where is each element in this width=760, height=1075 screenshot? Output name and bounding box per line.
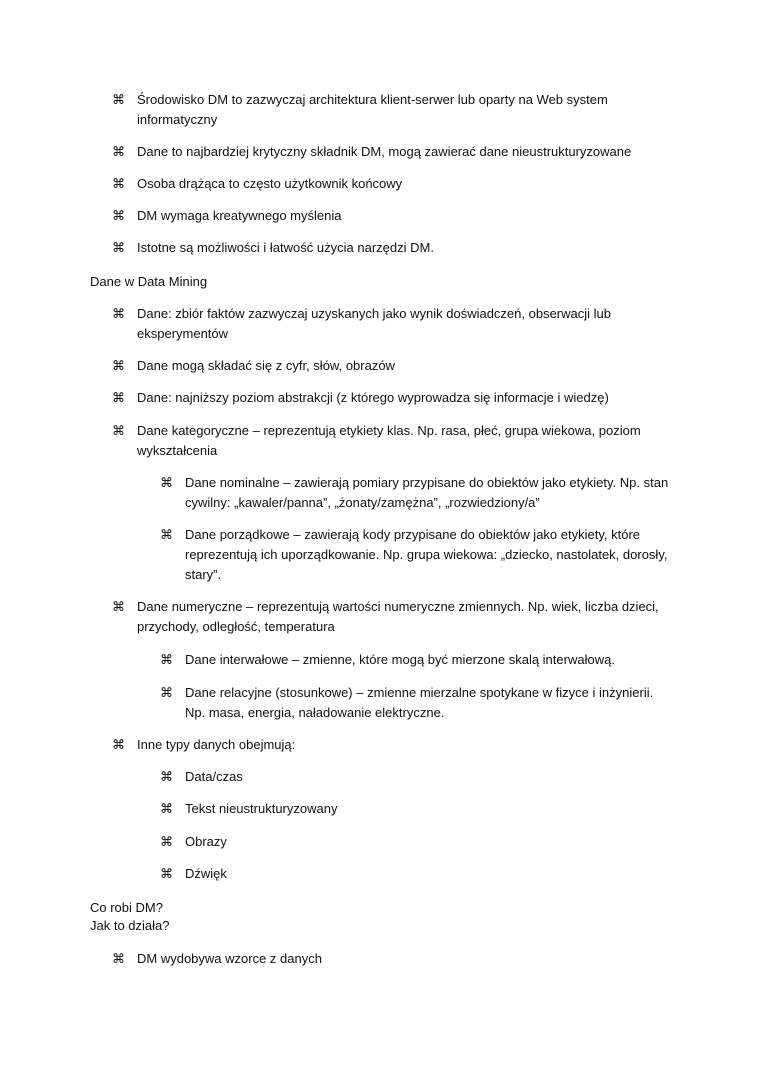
command-bullet-icon: ⌘ [112,144,125,159]
command-bullet-icon: ⌘ [112,358,125,373]
list-item [112,597,672,637]
list-item [112,174,672,194]
list-item [112,388,672,408]
command-bullet-icon: ⌘ [112,208,125,223]
command-bullet-icon: ⌘ [160,801,173,816]
list-item [112,238,672,258]
section-heading: Co robi DM? [90,900,163,915]
list-item [112,142,672,162]
list-item-text: Dane to najbardziej krytyczny składnik DM, mogą zawierać dane nieustrukturyzowane [137,144,632,159]
sub-list-item [160,473,672,513]
command-bullet-icon: ⌘ [112,240,125,255]
sub-list-item-text: Dane nominalne – zawierają pomiary przypisane do obiektów jako etykiety. Np. stan cywilny: „kawaler/panna”, „żonaty/zamężna”, „rozwiedziony/a” [185,475,669,510]
sub-list-item-text: Data/czas [185,769,243,784]
command-bullet-icon: ⌘ [160,652,173,667]
list-item-text: Istotne są możliwości i łatwość użycia narzędzi DM. [137,240,434,255]
sub-list-item-text: Obrazy [185,834,227,849]
sub-list-item-text: Dźwięk [185,866,227,881]
sub-list-item-text: Dane interwałowe – zmienne, które mogą być mierzone skalą interwałową. [185,652,615,667]
sub-list-item [160,832,672,852]
sub-list-item [160,799,672,819]
section-heading: Jak to działa? [90,918,170,933]
list-item-text: Inne typy danych obejmują: [137,737,296,752]
sub-list-item-text: Dane relacyjne (stosunkowe) – zmienne mierzalne spotykane w fizyce i inżynierii. Np. masa, energia, naładowanie elektryczne. [185,685,654,720]
command-bullet-icon: ⌘ [160,866,173,881]
list-item-text: Dane: zbiór faktów zazwyczaj uzyskanych jako wynik doświadczeń, obserwacji lub eksperymentów [137,306,611,341]
command-bullet-icon: ⌘ [112,599,125,614]
command-bullet-icon: ⌘ [112,423,125,438]
list-item-text: Środowisko DM to zazwyczaj architektura klient-serwer lub oparty na Web system informatyczny [137,92,608,127]
command-bullet-icon: ⌘ [160,834,173,849]
command-bullet-icon: ⌘ [112,390,125,405]
list-item-text: DM wymaga kreatywnego myślenia [137,208,342,223]
list-item [112,304,672,344]
command-bullet-icon: ⌘ [112,306,125,321]
command-bullet-icon: ⌘ [112,737,125,752]
sub-list-item-text: Dane porządkowe – zawierają kody przypisane do obiektów jako etykiety, które reprezentują ich uporządkowanie. Np. grupa wiekowa: „dziecko, nastolatek, dorosły, stary”. [185,527,668,582]
sub-list-item-text: Tekst nieustrukturyzowany [185,801,338,816]
command-bullet-icon: ⌘ [112,176,125,191]
list-item [112,735,672,755]
list-item [112,421,672,461]
list-item-text: Osoba drążąca to często użytkownik końcowy [137,176,403,191]
command-bullet-icon: ⌘ [112,92,125,107]
command-bullet-icon: ⌘ [160,527,173,542]
command-bullet-icon: ⌘ [160,685,173,700]
command-bullet-icon: ⌘ [112,951,125,966]
list-item-text: Dane mogą składać się z cyfr, słów, obrazów [137,358,395,373]
command-bullet-icon: ⌘ [160,769,173,784]
sub-list-item [160,683,672,723]
list-item-text: Dane kategoryczne – reprezentują etykiety klas. Np. rasa, płeć, grupa wiekowa, poziom wykształcenia [137,423,641,458]
sub-list-item [160,525,672,585]
list-item [112,949,672,969]
list-item-text: Dane numeryczne – reprezentują wartości numeryczne zmiennych. Np. wiek, liczba dzieci, przychody, odległość, temperatura [137,599,659,634]
sub-list-item [160,767,672,787]
list-item [112,356,672,376]
sub-list-item [160,864,672,884]
list-item-text: DM wydobywa wzorce z danych [137,951,322,966]
list-item-text: Dane: najniższy poziom abstrakcji (z którego wyprowadza się informacje i wiedzę) [137,390,609,405]
section-heading: Dane w Data Mining [90,274,208,289]
list-item [112,90,672,130]
sub-list-item [160,650,672,670]
list-item [112,206,672,226]
command-bullet-icon: ⌘ [160,475,173,490]
